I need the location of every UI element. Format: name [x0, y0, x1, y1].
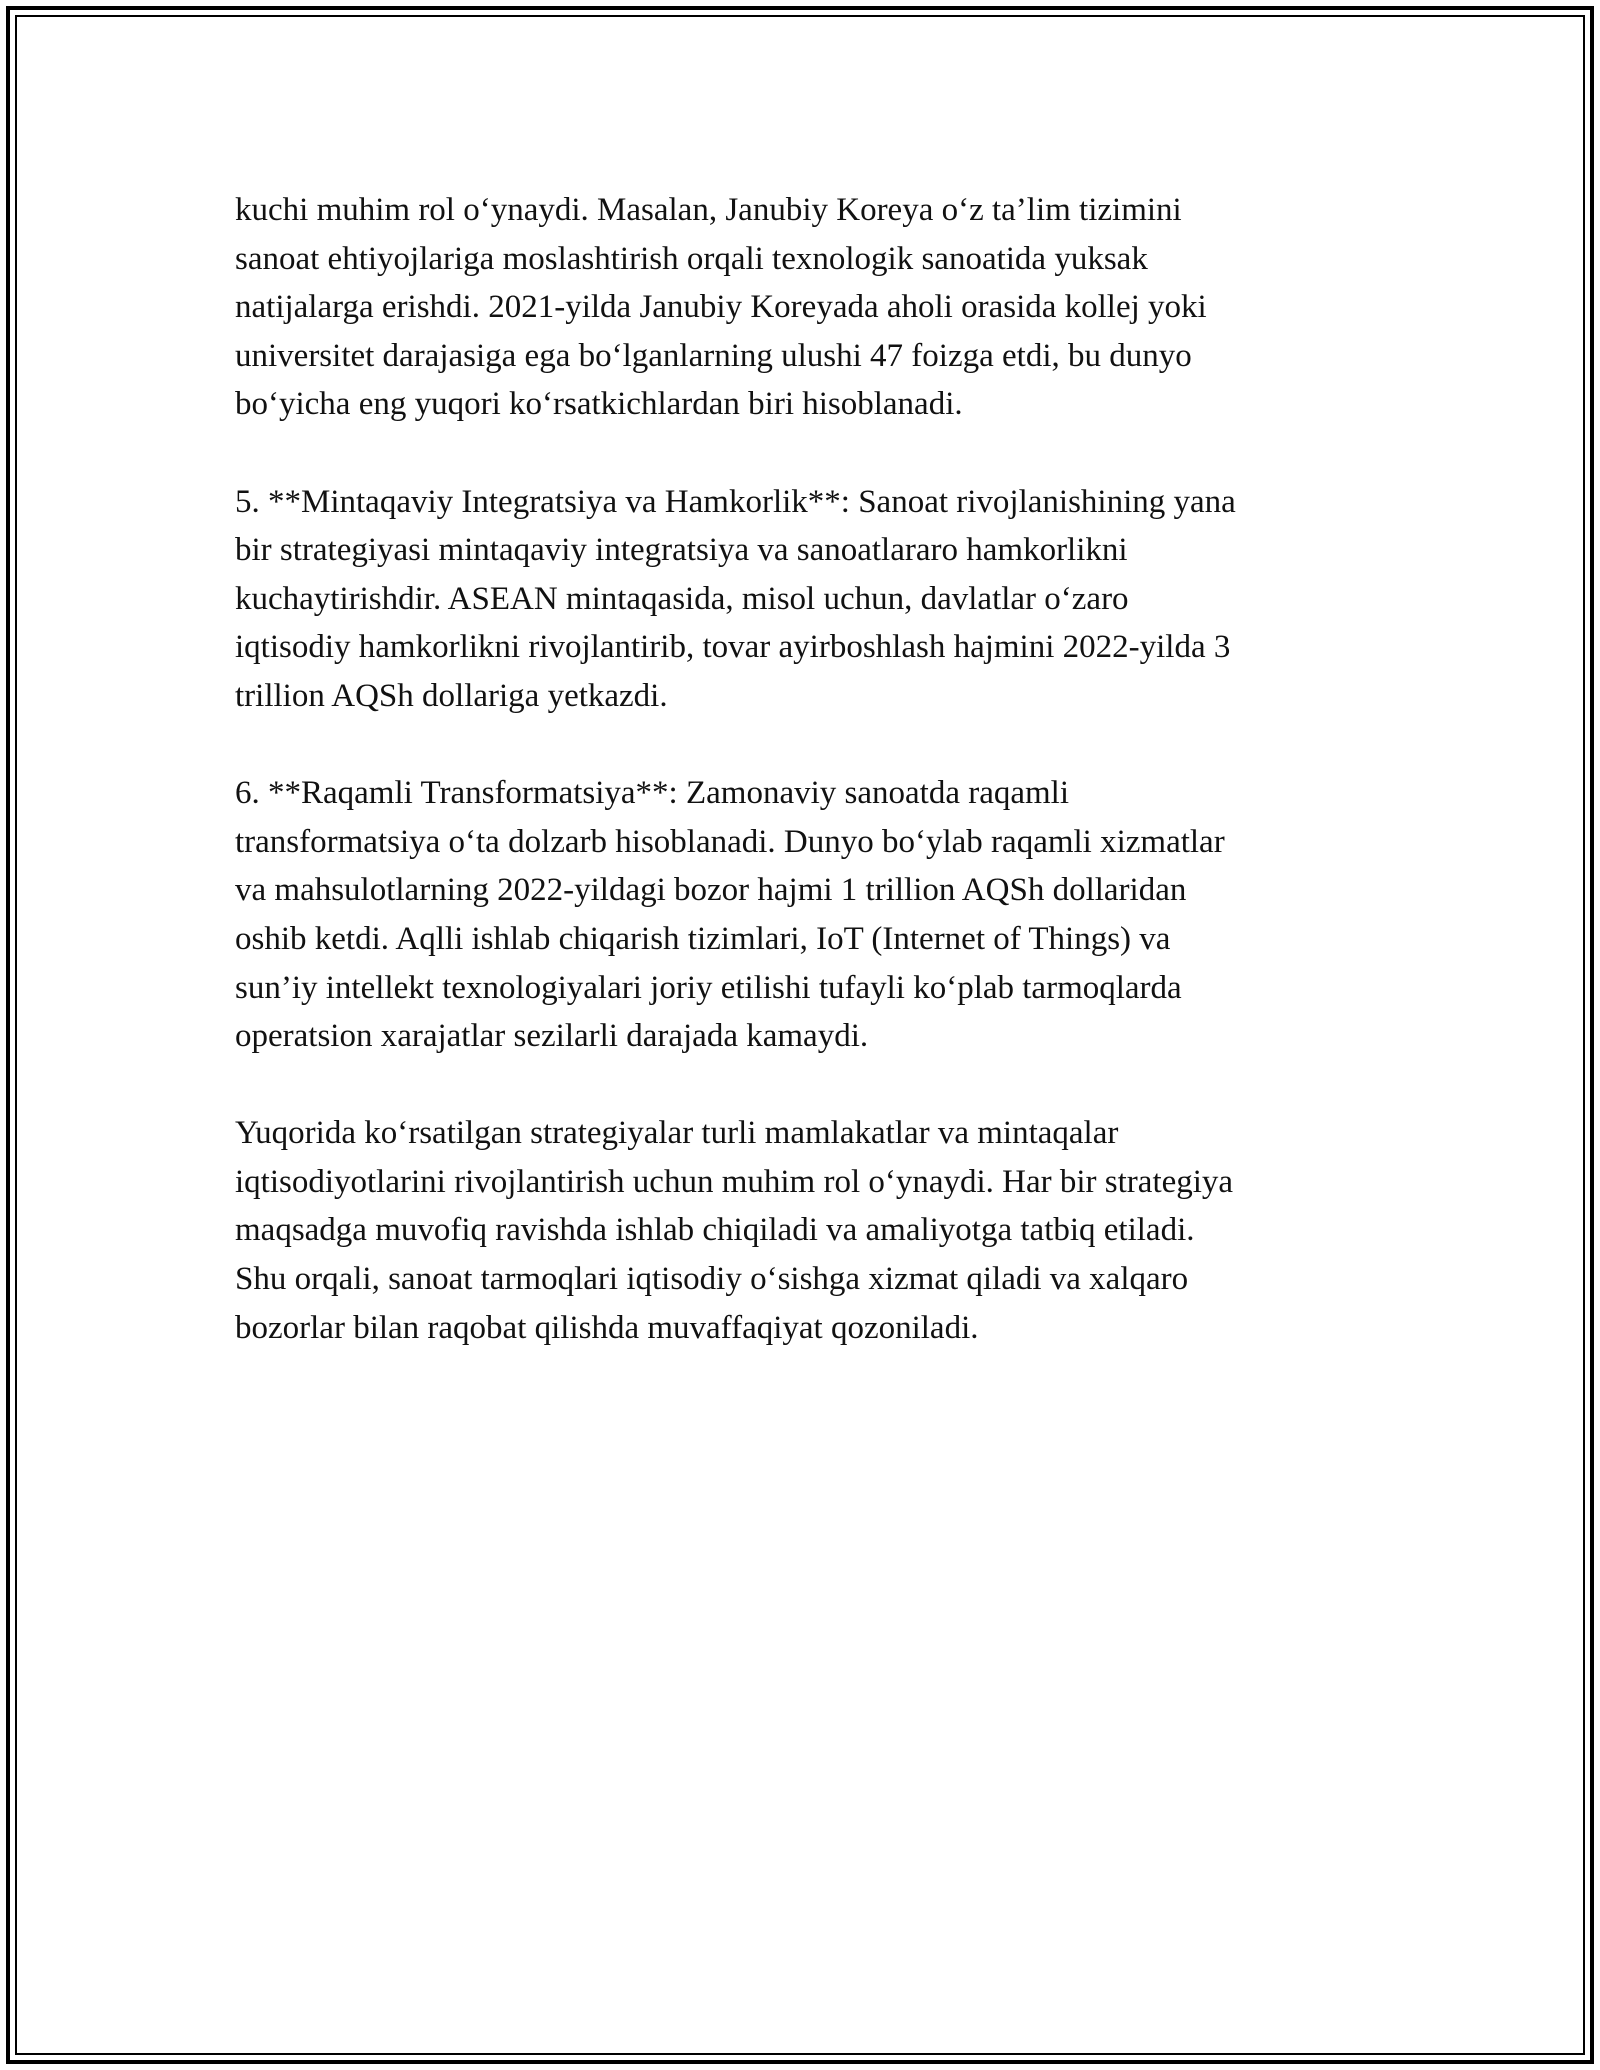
text-line: sanoat ehtiyojlariga moslashtirish orqali texnologik sanoatida yuksak	[235, 240, 1148, 277]
text-line: kuchi muhim rol o‘ynaydi. Masalan, Janubiy Koreya o‘z ta’lim tizimini	[235, 192, 1182, 228]
text-line: iqtisodiy hamkorlikni rivojlantirib, tovar ayirboshlash hajmini 2022-yilda 3	[235, 629, 1231, 666]
text-line: natijalarga erishdi. 2021-yilda Janubiy Koreyada aholi orasida kollej yoki	[235, 289, 1207, 326]
text-line: iqtisodiyotlarini rivojlantirish uchun muhim rol o‘ynaydi. Har bir strategiya	[235, 1163, 1234, 1200]
text-line: trillion AQSh dollariga yetkazdi.	[235, 677, 668, 714]
document-body	[235, 186, 1365, 1352]
paragraph-regional-integration	[235, 478, 1365, 721]
text-line: kuchaytirishdir. ASEAN mintaqasida, misol uchun, davlatlar o‘zaro	[235, 580, 1129, 617]
text-line: Yuqorida ko‘rsatilgan strategiyalar turli mamlakatlar va mintaqalar	[235, 1115, 1119, 1152]
text-line: oshib ketdi. Aqlli ishlab chiqarish tizimlari, IoT (Internet of Things) va	[235, 920, 1171, 957]
paragraph-conclusion	[235, 1109, 1365, 1352]
text-line: bir strategiyasi mintaqaviy integratsiya va sanoatlararo hamkorlikni	[235, 532, 1128, 569]
text-line: sun’iy intellekt texnologiyalari joriy etilishi tufayli ko‘plab tarmoqlarda	[235, 969, 1182, 1006]
text-line: 5. **Mintaqaviy Integratsiya va Hamkorlik**: Sanoat rivojlanishining yana	[235, 483, 1236, 520]
text-line: transformatsiya o‘ta dolzarb hisoblanadi. Dunyo bo‘ylab raqamli xizmatlar	[235, 823, 1225, 860]
text-line: 6. **Raqamli Transformatsiya**: Zamonaviy sanoatda raqamli	[235, 775, 1070, 812]
text-line: universitet darajasiga ega bo‘lganlarning ulushi 47 foizga etdi, bu dunyo	[235, 337, 1192, 374]
text-line: bozorlar bilan raqobat qilishda muvaffaqiyat qozoniladi.	[235, 1309, 979, 1346]
text-line: operatsion xarajatlar sezilarli darajada kamaydi.	[235, 1018, 869, 1055]
paragraph-digital-transformation	[235, 769, 1365, 1061]
paragraph-education	[235, 186, 1365, 429]
text-line: maqsadga muvofiq ravishda ishlab chiqiladi va amaliyotga tatbiq etiladi.	[235, 1212, 1195, 1249]
text-line: va mahsulotlarning 2022-yildagi bozor hajmi 1 trillion AQSh dollaridan	[235, 872, 1187, 909]
text-line: bo‘yicha eng yuqori ko‘rsatkichlardan biri hisoblanadi.	[235, 386, 963, 423]
text-line: Shu orqali, sanoat tarmoqlari iqtisodiy o‘sishga xizmat qiladi va xalqaro	[235, 1261, 1189, 1298]
